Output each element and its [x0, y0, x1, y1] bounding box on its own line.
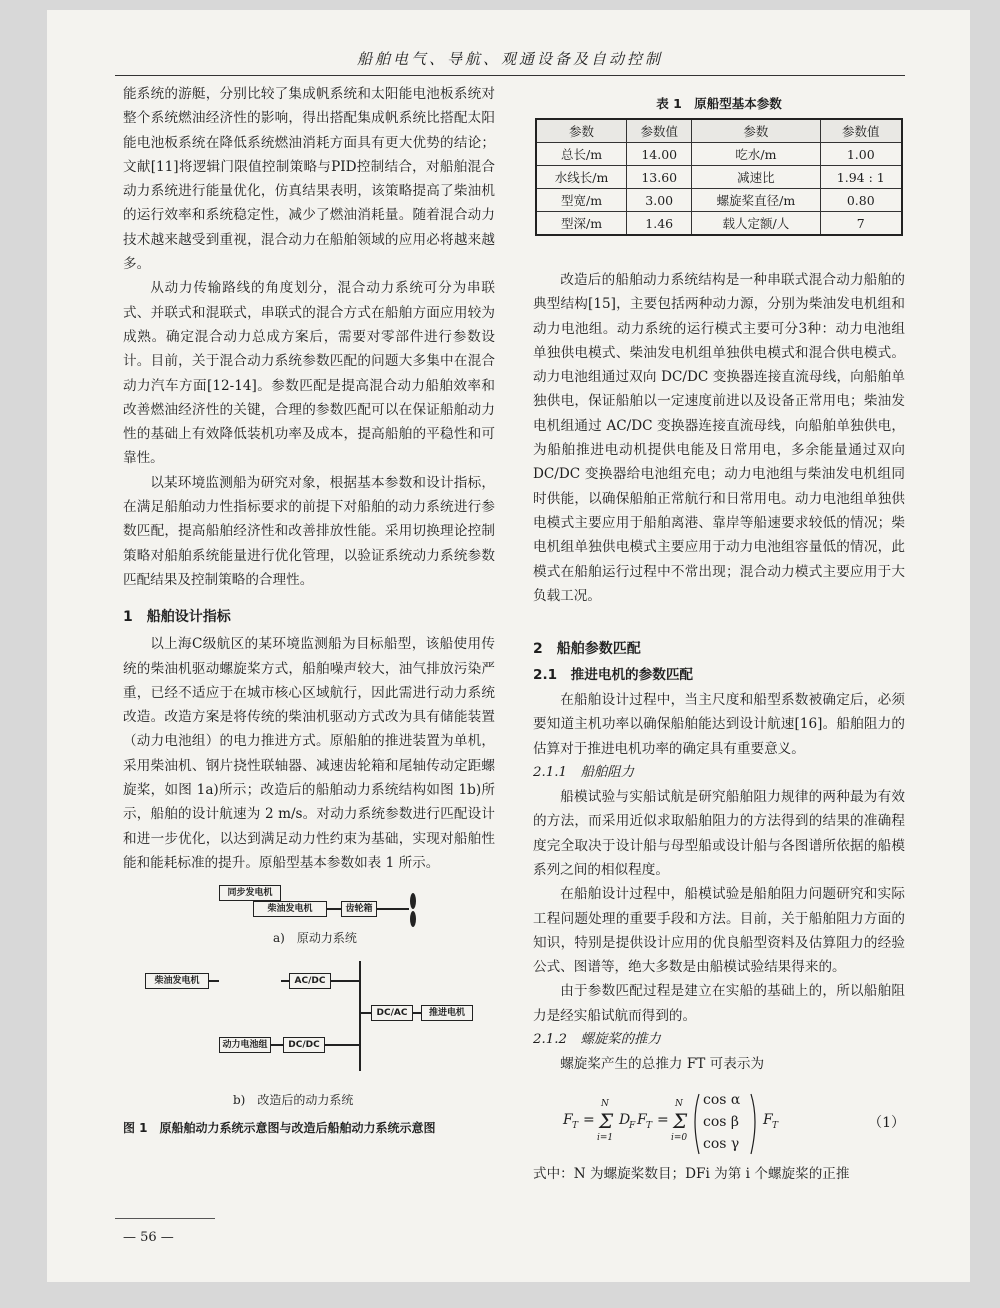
figure-caption: 图 1 原船舶动力系统示意图与改造后船舶动力系统示意图: [123, 1121, 436, 1136]
body-paragraph: 螺旋桨产生的总推力 FT 可表示为: [560, 1056, 765, 1073]
subsection-heading: 2.1 推进电机的参数匹配: [533, 667, 694, 684]
connector-line: [281, 980, 289, 982]
table-caption: 表 1 原船型基本参数: [656, 96, 782, 111]
table-body: [536, 143, 902, 236]
left-column: [123, 82, 495, 1282]
section-heading: 2 船舶参数匹配: [533, 641, 641, 658]
table-cell: 14.00: [627, 143, 692, 166]
svg-text:Σ: Σ: [673, 1109, 688, 1134]
connector-line: [413, 1012, 421, 1014]
table-cell: 螺旋桨直径/m: [692, 189, 820, 212]
body-paragraph: 在船舶设计过程中，船模试验是船舶阻力问题研究和实际工程问题处理的重要手段和方法。目前，关于船舶阻力方面的知识，特别是提供设计应用的优良船型资料及估算阻力的经验公式、图谱等，绝大多数是由船模试验结果得来的。: [533, 886, 905, 976]
propeller-icon: [405, 893, 421, 927]
svg-text:cos α: cos α: [703, 1092, 741, 1109]
diesel-generator-box: 柴油发电机: [145, 973, 209, 989]
body-paragraph: 式中：N 为螺旋桨数目；DFi 为第 i 个螺旋桨的正推: [533, 1166, 850, 1183]
body-paragraph: 船模试验与实船试航是研究船舶阻力规律的两种最为有效的方法，而采用近似求取船舶阻力的方法得到的结果的准确程度完全取决于设计船与母型船或设计船与各图谱所依据的船模系列之间的相似程度。: [533, 789, 905, 878]
table-cell: 13.60: [627, 166, 692, 189]
table-cell: 0.80: [820, 189, 902, 212]
paper-page: [47, 10, 970, 1282]
svg-text:i=1: i=1: [597, 1133, 614, 1144]
table-cell: 1.46: [627, 212, 692, 236]
svg-text:F: F: [563, 1112, 573, 1129]
table-cell: 型深/m: [536, 212, 627, 236]
svg-text:=: =: [657, 1112, 669, 1129]
figure-1: [123, 885, 495, 1282]
footer-rule: [115, 1218, 215, 1219]
table-cell: 1.00: [820, 143, 902, 166]
battery-pack-box: 动力电池组: [219, 1037, 271, 1053]
equation-number: （1）: [868, 1115, 905, 1132]
svg-text:T: T: [646, 1121, 653, 1132]
diesel-engine-box: 柴油发电机: [253, 901, 327, 917]
propulsion-motor-box: 推进电机: [421, 1005, 473, 1021]
body-paragraph: 能系统的游艇，分别比较了集成帆系统和太阳能电池板系统对整个系统燃油经济性的影响，得出搭配集成帆系统比搭配太阳能电池板系统在降低系统燃油消耗方面具有更大优势的结论；文献[11]将逻辑门限值控制策略与PID控制结合，对船舶混合动力系统进行能量优化，仿真结果表明，该策略提高了柴油机的运行效率和系统稳定性，减少了燃油消耗量。随着混合动力技术越来越受到重视，混合动力在船舶领域的应用必将越来越多。: [123, 86, 495, 273]
table-cell: 水线长/m: [536, 166, 627, 189]
equation-1: [533, 1080, 905, 1160]
subfigure-caption: a) 原动力系统: [273, 931, 357, 946]
table-cell: 吃水/m: [692, 143, 820, 166]
body-paragraph: 在船舶设计过程中，当主尺度和船型系数被确定后，必须要知道主机功率以确保船舶能达到设计航速[16]。船舶阻力的估算对于推进电机功率的确定具有重要意义。: [533, 692, 905, 757]
table-cell: 型宽/m: [536, 189, 627, 212]
body-paragraph: 以某环境监测船为研究对象，根据基本参数和设计指标，在满足船舶动力性指标要求的前提下对船舶的动力系统进行参数匹配，提高船舶经济性和改善排放性能。采用切换理论控制策略对船舶系统能量进行优化管理，以验证系统动力系统参数匹配结果及控制策略的合理性。: [123, 474, 495, 588]
svg-text:D: D: [619, 1112, 631, 1129]
table-cell: 1.94 : 1: [820, 166, 902, 189]
running-header: 船舶电气、导航、观通设备及自动控制: [115, 48, 905, 76]
connector-line: [361, 1012, 371, 1014]
table-cell: 减速比: [692, 166, 820, 189]
table-row: [536, 212, 902, 236]
table-row: [536, 166, 902, 189]
body-paragraph: 以上海C级航区的某环境监测船为目标船型，该船使用传统的柴油机驱动螺旋桨方式，船舶噪声较大，油气排放污染严重，已经不适应于在城市核心区域航行，因此需进行动力系统改造。改造方案是将传统的柴油机驱动方式改为具有储能装置（动力电池组）的电力推进方式。原船舶的推进装置为单机，采用柴油机、钢片挠性联轴器、减速齿轮箱和尾轴传动定距螺旋桨，如图 1a)所示；改造后的船舶动力系统结构如图 1b)所示，船舶的设计航速为 2 m/s。对动力系统参数进行匹配设计和进一步优化，以达到满足动力性约束为基础，实现对船舶性能和能耗标准的提升。原船型基本参数如表 1 所示。: [123, 636, 495, 871]
svg-text:N: N: [675, 1099, 683, 1110]
equation-graphic: [533, 1080, 905, 1160]
table-row: [536, 143, 902, 166]
table-header-cell: 参数值: [627, 119, 692, 143]
svg-text:i=0: i=0: [671, 1133, 688, 1144]
table-header-cell: 参数值: [820, 119, 902, 143]
table-cell: 载人定额/人: [692, 212, 820, 236]
subfigure-caption: b) 改造后的动力系统: [233, 1093, 354, 1108]
table-row: [536, 189, 902, 212]
table-header-cell: 参数: [536, 119, 627, 143]
body-paragraph: 由于参数匹配过程是建立在实船的基础上的，所以船舶阻力是经实船试航而得到的。: [533, 983, 905, 1024]
connector-line: [331, 980, 359, 982]
svg-text:N: N: [601, 1099, 609, 1110]
dc-bus-line: [359, 961, 361, 1071]
svg-text:Σ: Σ: [599, 1109, 614, 1134]
gearbox-box: 齿轮箱: [341, 901, 377, 917]
dcac-converter-box: DC/AC: [371, 1005, 413, 1021]
svg-text:T: T: [772, 1121, 779, 1132]
connector-line: [271, 1044, 283, 1046]
body-paragraph: 从动力传输路线的角度划分，混合动力系统可分为串联式、并联式和混联式，串联式的混合方式在船舶方面应用较为成熟。确定混合动力总成方案后，需要对零部件进行参数设计。目前，关于混合动力系统参数匹配的问题大多集中在混合动力汽车方面[12-14]。参数匹配是提高混合动力船舶效率和改善燃油经济性的关键，合理的参数匹配可以在保证船舶动力性的基础上有效降低装机功率及成本，提高船舶的平稳性和可靠性。: [123, 280, 495, 467]
svg-text:=: =: [583, 1112, 595, 1129]
subsubsection-heading: 2.1.2 螺旋桨的推力: [533, 1032, 661, 1048]
svg-text:cos γ: cos γ: [703, 1136, 740, 1153]
sync-generator-box: 同步发电机: [219, 885, 281, 901]
section-heading: 1 船舶设计指标: [123, 609, 231, 626]
svg-text:T: T: [572, 1121, 579, 1132]
table-header-cell: 参数: [692, 119, 820, 143]
svg-text:cos β: cos β: [703, 1114, 739, 1131]
acdc-converter-box: AC/DC: [289, 973, 331, 989]
dcdc-converter-box: DC/DC: [283, 1037, 325, 1053]
parameter-table: [535, 118, 903, 236]
connector-line: [209, 980, 219, 982]
connector-line: [325, 1044, 359, 1046]
svg-text:F: F: [763, 1112, 773, 1129]
body-paragraph: 改造后的船舶动力系统结构是一种串联式混合动力船舶的典型结构[15]，主要包括两种动力源，分别为柴油发电机组和动力电池组。动力系统的运行模式主要可分3种：动力电池组单独供电模式、柴油发电机组单独供电模式和混合供电模式。动力电池组通过双向 DC/DC 变换器连接直流母线，向船舶单独供电，保证船舶以一定速度前进以及设备正常用电；柴油发电机组通过 AC/DC 变换器连接直流母线，向船舶单独供电，为船舶推进电动机提供电能及日常用电，多余能量通过双向 DC/DC 变换器给电池组充电；动力电池组与柴油发电机组同时供能，以确保船舶正常航行和日常用电。动力电池组单独供电模式主要应用于船舶离港、靠岸等船速要求较低的情况；柴电机组单独供电模式主要应用于动力电池组容量低的情况，此模式在船舶运行过程中不常出现；混合动力模式主要应用于大负载工况。: [533, 272, 905, 604]
table-cell: 3.00: [627, 189, 692, 212]
connector-line: [327, 908, 341, 910]
svg-text:F: F: [637, 1112, 647, 1129]
page-number: — 56 —: [123, 1230, 174, 1245]
subsubsection-heading: 2.1.1 船舶阻力: [533, 765, 635, 781]
table-cell: 总长/m: [536, 143, 627, 166]
right-column: [533, 90, 905, 1187]
table-cell: 7: [820, 212, 902, 236]
svg-text:F: F: [629, 1121, 636, 1132]
table-header-row: [536, 119, 902, 143]
